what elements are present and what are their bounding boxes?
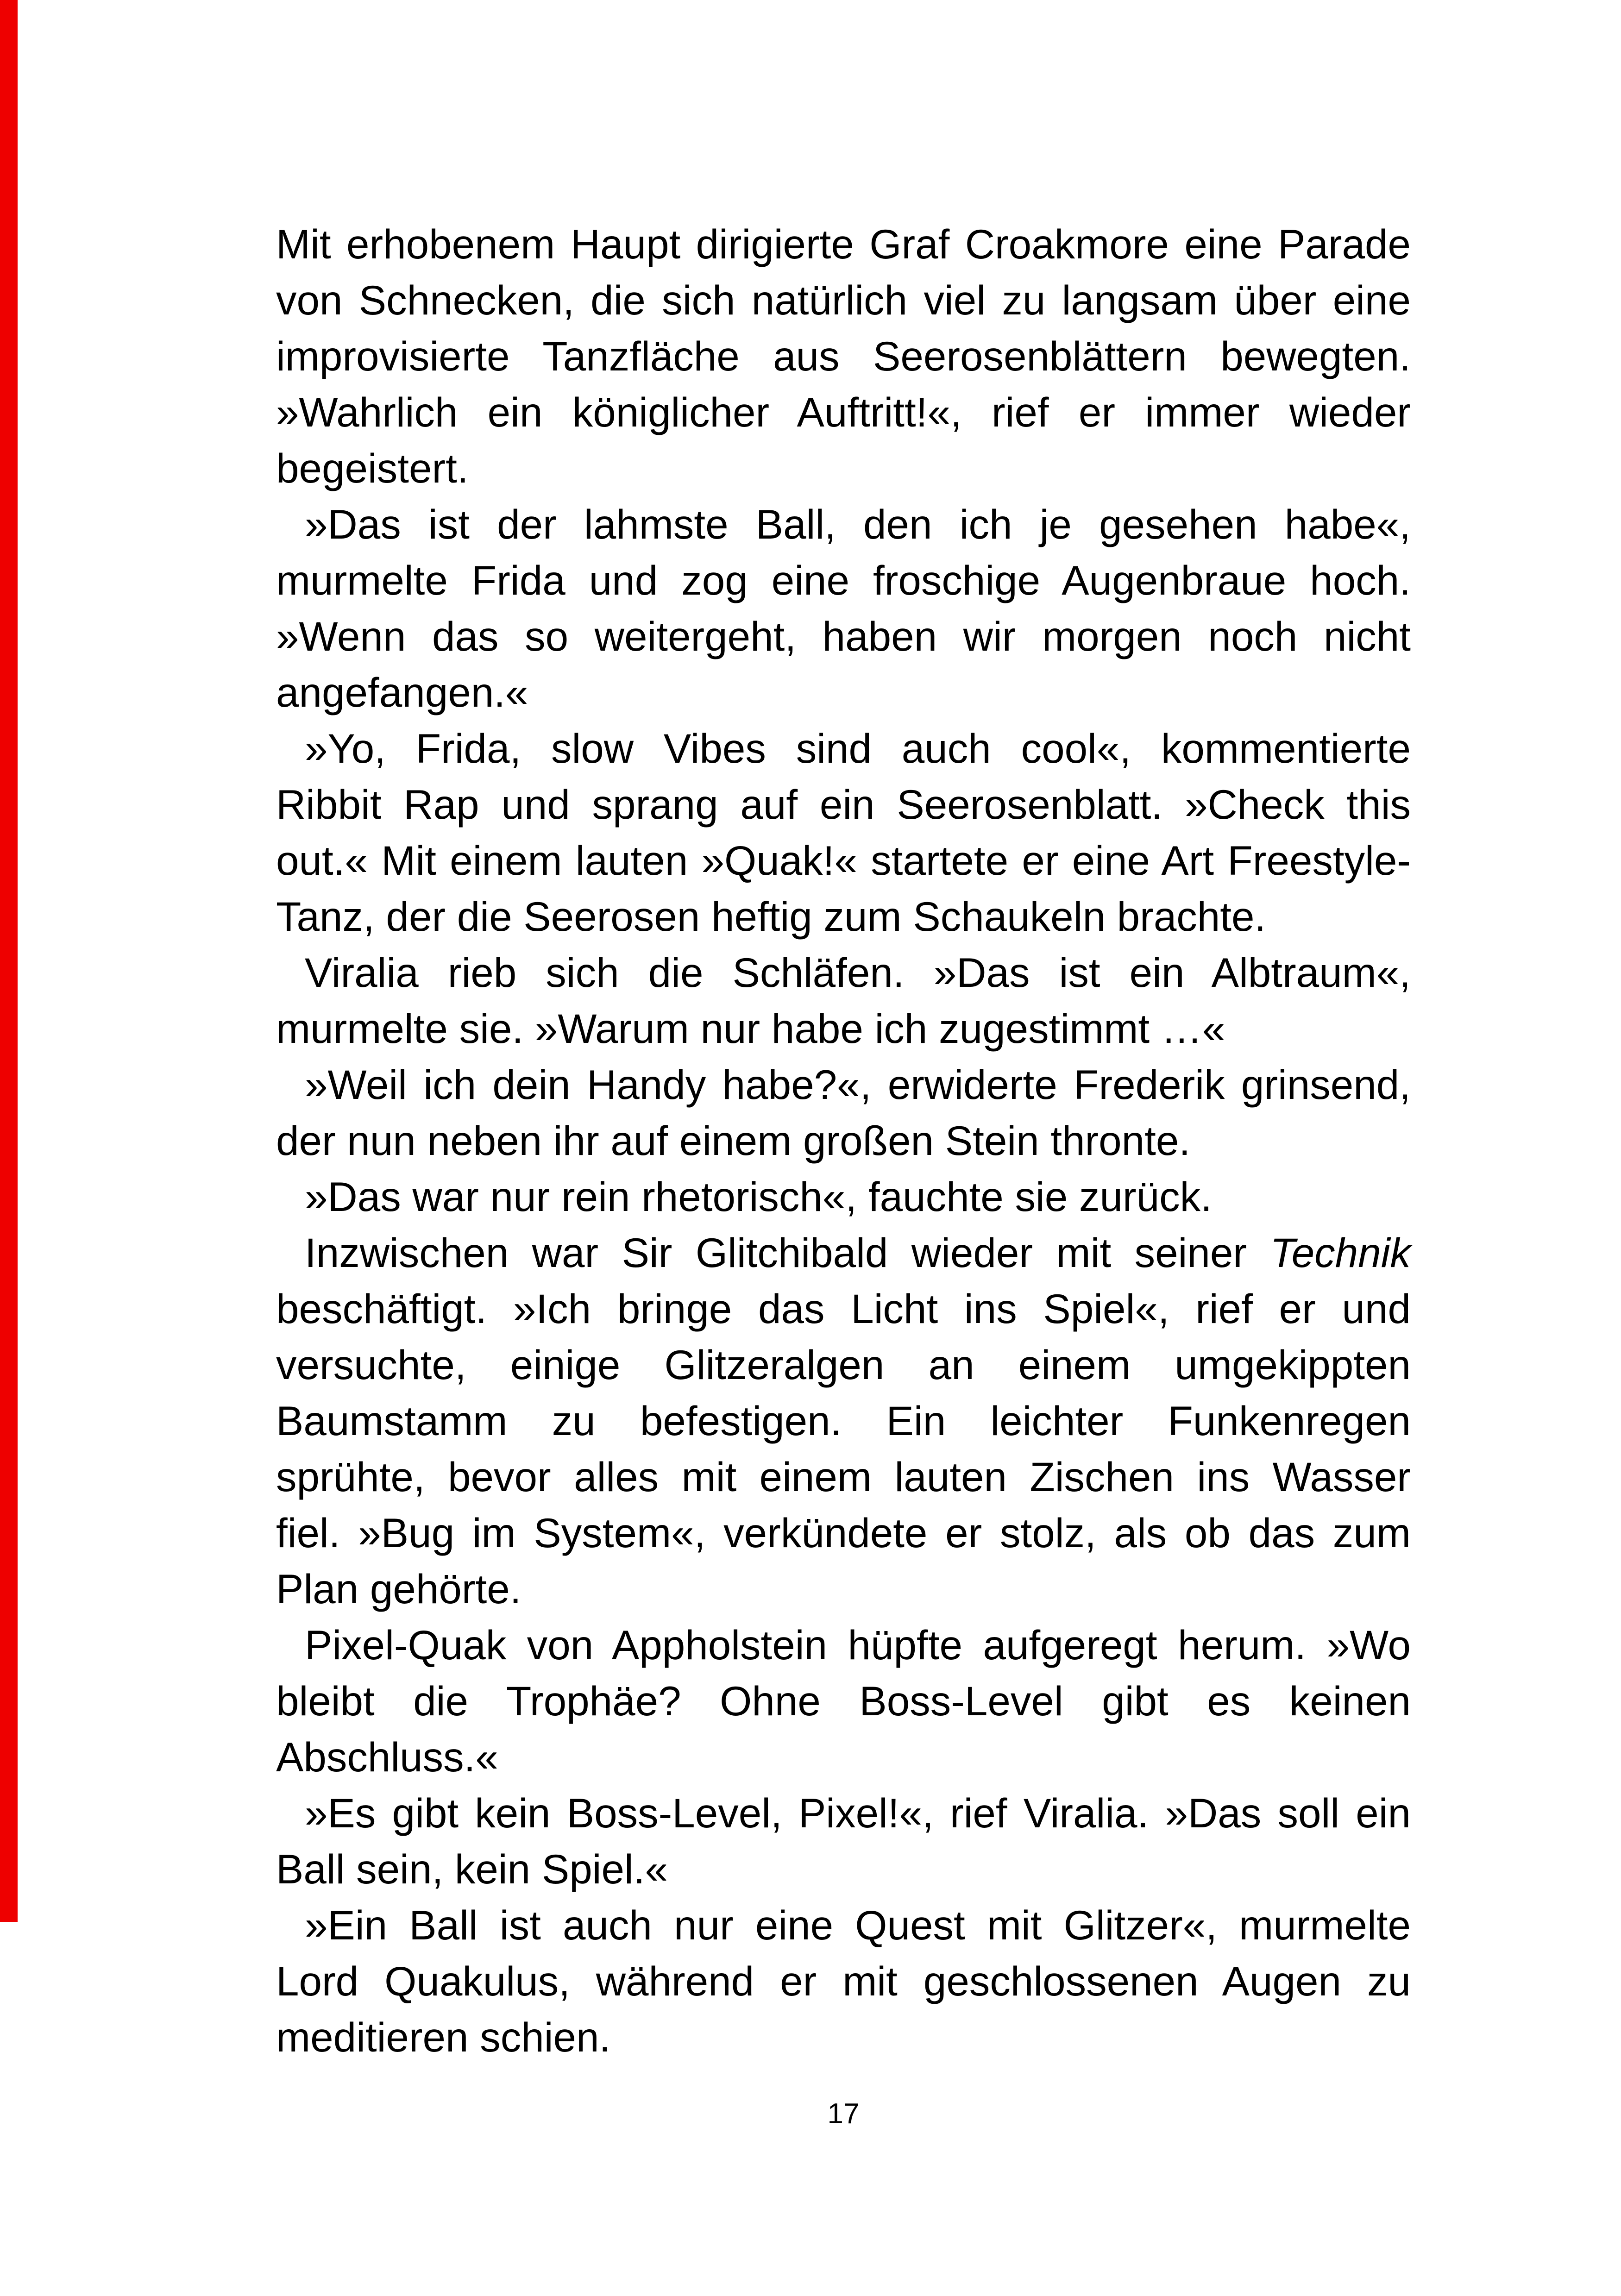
text-line: Ball sein, kein Spiel.« — [276, 1846, 668, 1892]
red-margin-stripe — [0, 0, 18, 1922]
paragraph — [276, 1169, 1411, 1225]
paragraph — [276, 1785, 1411, 1897]
paragraph — [276, 1225, 1411, 1617]
page-number: 17 — [827, 2098, 860, 2130]
text-line: »Das war nur rein rhetorisch«, fauchte sie zurück. — [305, 1173, 1212, 1220]
italic-text: Technik — [1270, 1230, 1411, 1276]
text-line: beschäftigt. »Ich bringe das Licht ins Spiel«, rief er und — [276, 1286, 1411, 1332]
paragraph — [276, 496, 1411, 721]
text-line: »Das ist der lahmste Ball, den ich je gesehen habe«, — [305, 501, 1411, 547]
text-line — [276, 1225, 1411, 1281]
paragraph — [276, 216, 1411, 496]
text-line: »Weil ich dein Handy habe?«, erwiderte Frederik grinsend, — [305, 1061, 1411, 1108]
text-line: »Wenn das so weitergeht, haben wir morgen noch nicht — [276, 613, 1411, 659]
paragraph — [276, 1617, 1411, 1785]
text-line: Abschluss.« — [276, 1734, 498, 1780]
text-line: angefangen.« — [276, 669, 528, 715]
text-line: Lord Quakulus, während er mit geschlossenen Augen zu — [276, 1958, 1411, 2004]
text-line: »Yo, Frida, slow Vibes sind auch cool«, kommentierte — [305, 725, 1411, 772]
paragraph — [276, 721, 1411, 945]
paragraph — [276, 1897, 1411, 2065]
text-line: Viralia rieb sich die Schläfen. »Das ist ein Albtraum«, — [305, 949, 1411, 996]
text-line: fiel. »Bug im System«, verkündete er stolz, als ob das zum — [276, 1510, 1411, 1556]
text-line: Plan gehörte. — [276, 1566, 521, 1612]
text-line: meditieren schien. — [276, 2014, 611, 2060]
text-line: begeistert. — [276, 445, 469, 491]
text-line: versuchte, einige Glitzeralgen an einem umgekippten — [276, 1342, 1411, 1388]
text-line: Mit erhobenem Haupt dirigierte Graf Croakmore eine Parade — [276, 221, 1411, 267]
text-line: sprühte, bevor alles mit einem lauten Zischen ins Wasser — [276, 1454, 1411, 1500]
text-line: der nun neben ihr auf einem großen Stein thronte. — [276, 1117, 1191, 1164]
text-line: Pixel-Quak von Appholstein hüpfte aufgeregt herum. »Wo — [305, 1622, 1411, 1668]
paragraph — [276, 1057, 1411, 1169]
text-line: Baumstamm zu befestigen. Ein leichter Funkenregen — [276, 1398, 1411, 1444]
text-line: von Schnecken, die sich natürlich viel zu langsam über eine — [276, 277, 1411, 323]
text-line: improvisierte Tanzfläche aus Seerosenblättern bewegten. — [276, 333, 1411, 379]
text-line: Tanz, der die Seerosen heftig zum Schaukeln brachte. — [276, 893, 1266, 940]
paragraph — [276, 945, 1411, 1057]
text-line: murmelte Frida und zog eine froschige Augenbraue hoch. — [276, 557, 1411, 603]
text-line: Ribbit Rap und sprang auf ein Seerosenblatt. »Check this — [276, 781, 1411, 828]
text-line: murmelte sie. »Warum nur habe ich zugestimmt …« — [276, 1005, 1225, 1052]
text-line: »Ein Ball ist auch nur eine Quest mit Glitzer«, murmelte — [305, 1902, 1411, 1948]
text-line: »Es gibt kein Boss-Level, Pixel!«, rief Viralia. »Das soll ein — [305, 1790, 1411, 1836]
text-block — [276, 216, 1411, 2065]
text-segment: Inzwischen war Sir Glitchibald wieder mit seiner — [305, 1230, 1270, 1276]
text-line: out.« Mit einem lauten »Quak!« startete er eine Art Freestyle- — [276, 837, 1411, 884]
text-line: »Wahrlich ein königlicher Auftritt!«, rief er immer wieder — [276, 389, 1411, 435]
text-line: bleibt die Trophäe? Ohne Boss-Level gibt es keinen — [276, 1678, 1411, 1724]
